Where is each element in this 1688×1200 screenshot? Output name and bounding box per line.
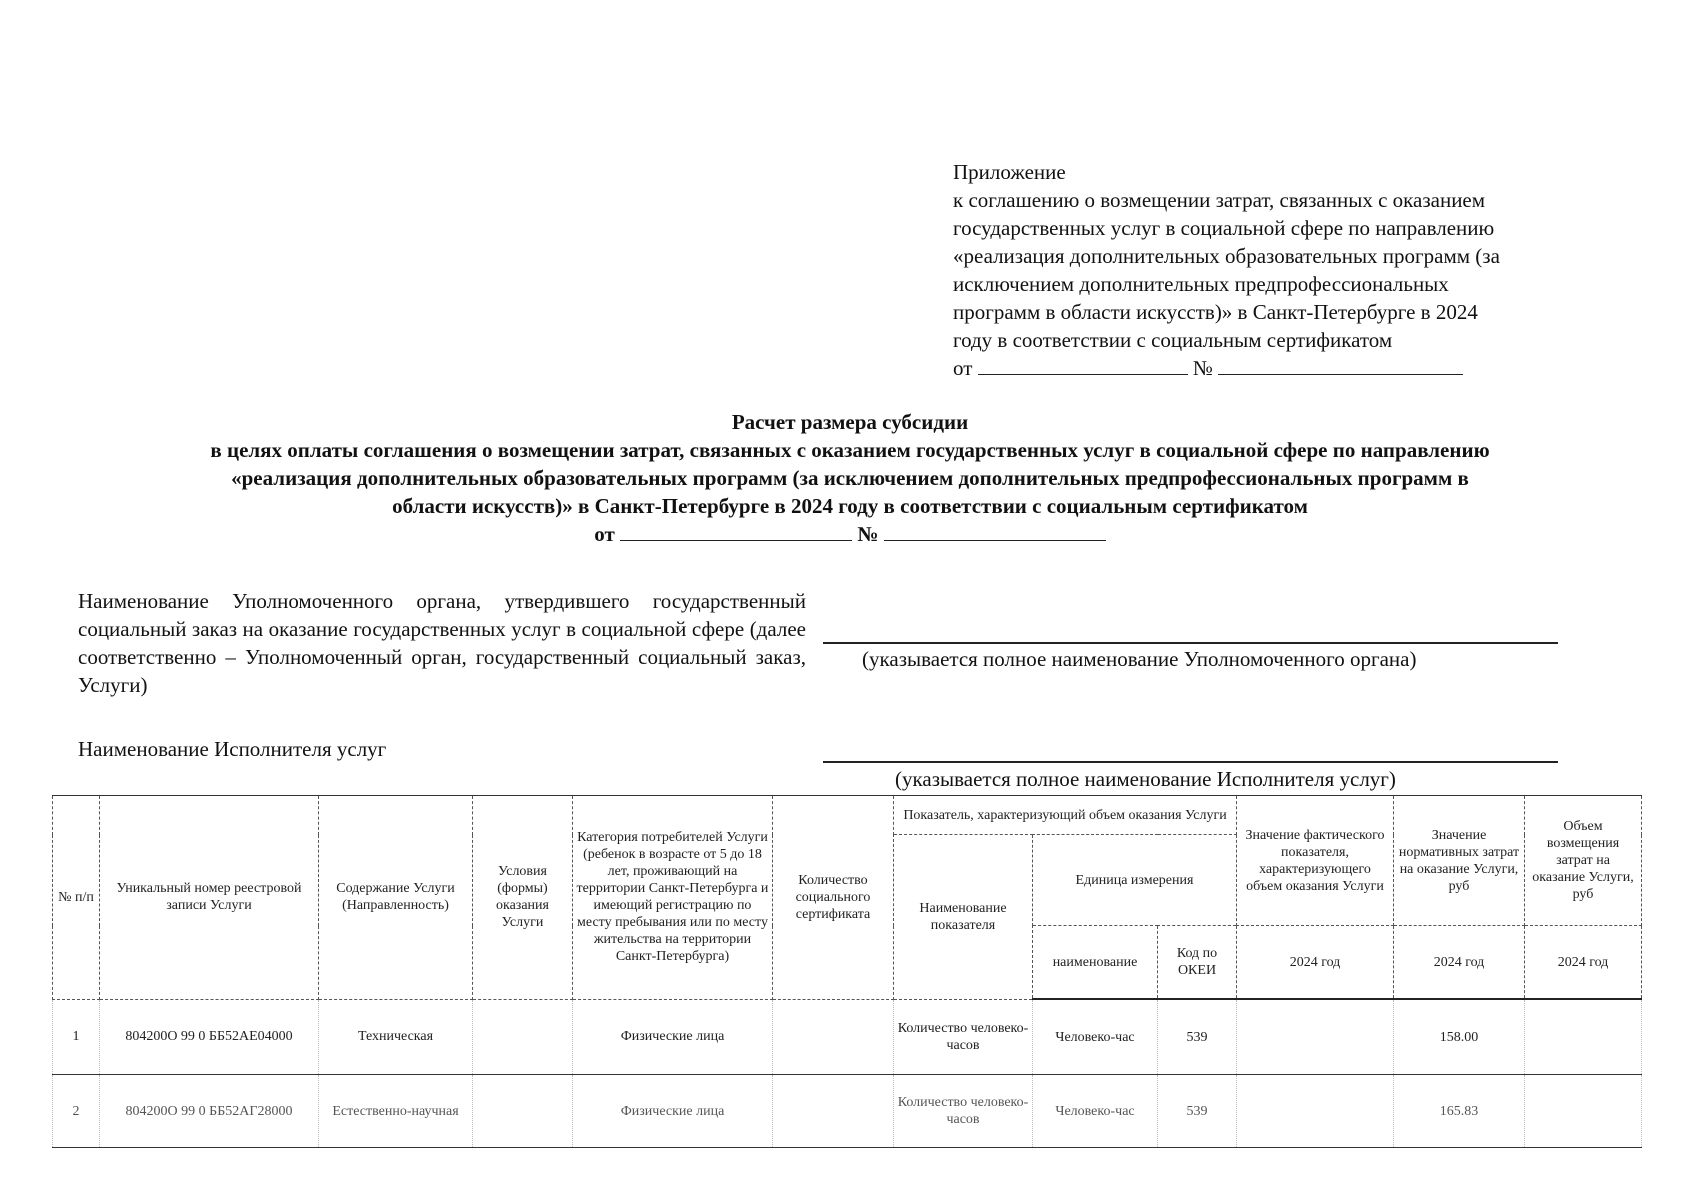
title-date-line bbox=[60, 520, 1640, 548]
cell-reimbursement bbox=[1525, 1075, 1642, 1148]
annex-line: к соглашению о возмещении затрат, связанных с оказанием bbox=[953, 188, 1486, 212]
title-line: «реализация дополнительных образовательных программ (за исключением дополнительных предпрофессиональных программ в bbox=[231, 466, 1469, 490]
subsidy-table bbox=[52, 795, 1642, 1148]
cell-content: Естественно-научная bbox=[319, 1075, 473, 1148]
authority-name-line[interactable] bbox=[823, 642, 1558, 644]
annex-line: государственных услуг в социальной сфере по направлению bbox=[953, 216, 1495, 240]
header-reimbursement-year: 2024 год bbox=[1525, 926, 1642, 1000]
annex-number-label: № bbox=[1192, 356, 1213, 380]
title-line: Расчет размера субсидии bbox=[731, 410, 969, 434]
annex-line: исключением дополнительных предпрофессиональных bbox=[953, 272, 1449, 296]
cell-normative: 165.83 bbox=[1394, 1075, 1525, 1148]
cell-actual bbox=[1237, 999, 1394, 1075]
header-content: Содержание Услуги (Направленность) bbox=[319, 796, 473, 1000]
table-row bbox=[53, 1075, 1642, 1148]
executor-label: Наименование Исполнителя услуг bbox=[78, 737, 387, 761]
cell-num: 2 bbox=[53, 1075, 100, 1148]
title-number-blank[interactable] bbox=[884, 520, 1106, 541]
cell-unit: Человеко-час bbox=[1033, 1075, 1158, 1148]
cell-content: Техническая bbox=[319, 999, 473, 1075]
header-cert-count: Количество социального сертификата bbox=[773, 796, 894, 1000]
title-line: области искусств)» в Санкт-Петербурге в 2024 году в соответствии с социальным сертификатом bbox=[392, 494, 1308, 518]
cell-cert-count bbox=[773, 1075, 894, 1148]
annex-block bbox=[953, 158, 1613, 382]
header-category: Категория потребителей Услуги (ребенок в возрасте от 5 до 18 лет, проживающий на территории Санкт-Петербурга и имеющий регистрацию по месту пребывания или по месту жительства на территории Санкт-Петербурга) bbox=[573, 796, 773, 1000]
cell-normative: 158.00 bbox=[1394, 999, 1525, 1075]
cell-okei: 539 bbox=[1158, 1075, 1237, 1148]
header-registry: Уникальный номер реестровой записи Услуги bbox=[100, 796, 319, 1000]
annex-date-blank[interactable] bbox=[978, 354, 1188, 375]
annex-line: «реализация дополнительных образовательных программ (за bbox=[953, 244, 1500, 268]
header-normative-year: 2024 год bbox=[1394, 926, 1525, 1000]
header-indicator-group: Показатель, характеризующий объем оказания Услуги bbox=[894, 796, 1237, 835]
title-number-label: № bbox=[857, 522, 879, 546]
header-actual: Значение фактического показателя, характеризующего объем оказания Услуги bbox=[1237, 796, 1394, 926]
authority-note: (указывается полное наименование Уполномоченного органа) bbox=[862, 647, 1417, 671]
annex-number-blank[interactable] bbox=[1218, 354, 1463, 375]
annex-line: году в соответствии с социальным сертификатом bbox=[953, 328, 1393, 352]
document-title bbox=[60, 408, 1640, 548]
cell-unit: Человеко-час bbox=[1033, 999, 1158, 1075]
cell-registry: 804200О 99 0 ББ52АГ28000 bbox=[100, 1075, 319, 1148]
annex-date-line bbox=[953, 354, 1613, 382]
title-from-label: от bbox=[594, 522, 615, 546]
table-row bbox=[53, 999, 1642, 1075]
cell-reimbursement bbox=[1525, 999, 1642, 1075]
header-unit-name: наименование bbox=[1033, 926, 1158, 1000]
title-line: в целях оплаты соглашения о возмещении затрат, связанных с оказанием государственных услуг в социальной сфере по направлению bbox=[210, 438, 1490, 462]
header-conditions: Условия (формы) оказания Услуги bbox=[473, 796, 573, 1000]
title-date-blank[interactable] bbox=[620, 520, 852, 541]
header-okei: Код по ОКЕИ bbox=[1158, 926, 1237, 1000]
cell-num: 1 bbox=[53, 999, 100, 1075]
cell-conditions bbox=[473, 1075, 573, 1148]
cell-indicator: Количество человеко-часов bbox=[894, 999, 1033, 1075]
header-unit-group: Единица измерения bbox=[1033, 835, 1237, 926]
annex-from-label: от bbox=[953, 356, 973, 380]
executor-name-line[interactable] bbox=[823, 761, 1558, 763]
executor-note: (указывается полное наименование Исполнителя услуг) bbox=[895, 767, 1396, 791]
header-normative: Значение нормативных затрат на оказание Услуги, руб bbox=[1394, 796, 1525, 926]
cell-category: Физические лица bbox=[573, 999, 773, 1075]
header-num: № п/п bbox=[53, 796, 100, 1000]
header-reimbursement: Объем возмещения затрат на оказание Услуги, руб bbox=[1525, 796, 1642, 926]
cell-cert-count bbox=[773, 999, 894, 1075]
cell-category: Физические лица bbox=[573, 1075, 773, 1148]
cell-okei: 539 bbox=[1158, 999, 1237, 1075]
cell-registry: 804200О 99 0 ББ52АЕ04000 bbox=[100, 999, 319, 1075]
annex-line: программ в области искусств)» в Санкт-Петербурге в 2024 bbox=[953, 300, 1478, 324]
annex-line: Приложение bbox=[953, 160, 1066, 184]
header-actual-year: 2024 год bbox=[1237, 926, 1394, 1000]
cell-conditions bbox=[473, 999, 573, 1075]
cell-indicator: Количество человеко-часов bbox=[894, 1075, 1033, 1148]
authority-label: Наименование Уполномоченного органа, утвердившего государственный социальный заказ на оказание государственных услуг в социальной сфере (далее соответственно – Уполномоченный орган, государственный социальный заказ, Услуги) bbox=[78, 589, 806, 697]
header-indicator-name: Наименование показателя bbox=[894, 835, 1033, 1000]
cell-actual bbox=[1237, 1075, 1394, 1148]
